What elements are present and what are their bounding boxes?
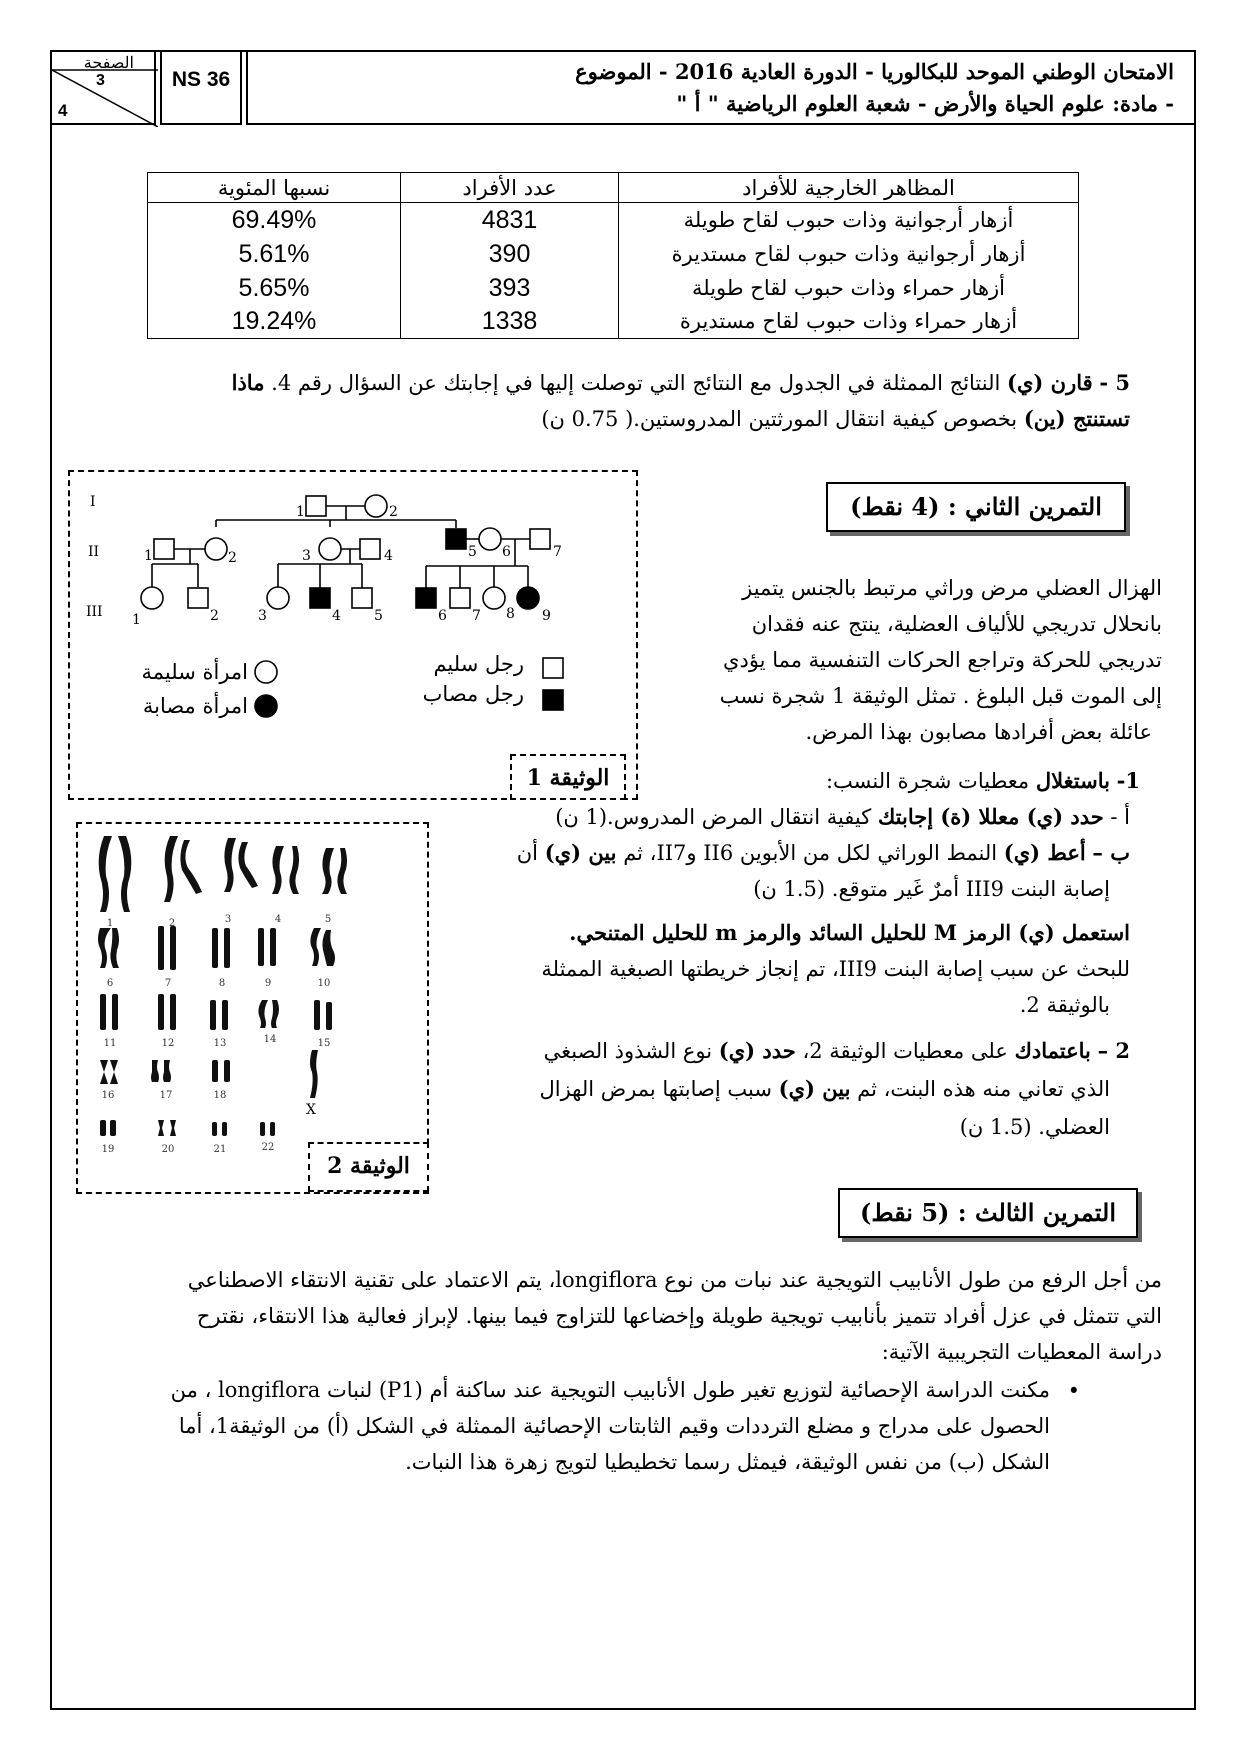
individual-number: 1 — [296, 504, 305, 520]
exercise-3-title: التمرين الثالث : (5 نقط) — [838, 1188, 1138, 1238]
chromosome-number: 22 — [261, 1142, 275, 1153]
chromosome — [271, 1000, 279, 1028]
q2-verb: باعتمادك — [1014, 1038, 1091, 1063]
chromosome — [260, 1122, 265, 1136]
q5-text2: بخصوص كيفية انتقال المورثتين المدروستين.( 0.75 ن) — [541, 407, 1018, 431]
qa-prefix: أ - — [1110, 805, 1130, 829]
intro-line: إلى الموت قبل البلوغ . تمثل الوثيقة 1 شجرة نسب — [719, 684, 1162, 708]
chromosome — [212, 1122, 217, 1136]
allele-notation: استعمل (ي) الرمز M للحليل السائد والرمز m للحليل المتنحي. — [569, 920, 1130, 945]
chromosome-number: 20 — [161, 1144, 175, 1155]
individual-number: 6 — [438, 608, 447, 624]
individual-III4 — [310, 588, 330, 608]
question-1 — [660, 764, 1140, 798]
qa-verb: حدد (ي) معللا (ة) إجابتك — [877, 804, 1104, 829]
exercise-2-intro — [660, 570, 1162, 750]
individual-number: 7 — [472, 608, 481, 624]
individual-number: 1 — [144, 548, 153, 564]
chromosome-number: 14 — [263, 1034, 277, 1045]
percent-cell: 5.65% — [148, 271, 401, 305]
phenotype-cell: أزهار حمراء وذات حبوب لقاح مستديرة — [619, 305, 1079, 339]
chromosome — [163, 1060, 171, 1082]
phenotype-cell: أزهار أرجوانية وذات حبوب لقاح طويلة — [619, 203, 1079, 237]
table-header: نسبها المئوية — [148, 173, 401, 203]
individual-number: 1 — [132, 612, 141, 628]
chromosome — [322, 848, 334, 894]
q5-verb2: ماذا — [231, 370, 265, 395]
question-2-line2 — [440, 1072, 1110, 1106]
intro-line: عائلة بعض أفرادها مصابون بهذا المرض. — [805, 720, 1152, 744]
individual-II6 — [479, 528, 501, 550]
individual-number: 2 — [210, 608, 219, 624]
chromosome — [100, 1060, 108, 1084]
q5-text: النتائج الممثلة في الجدول مع النتائج التي توصلت إليها في إجابتك عن السؤال رقم 4. — [271, 371, 1001, 395]
page-number-box — [50, 50, 156, 125]
chromosome — [272, 846, 284, 894]
percent-cell: 19.24% — [148, 305, 401, 339]
chromosome-number: 7 — [164, 978, 172, 989]
chromosome — [224, 838, 236, 892]
page-number: 3 — [96, 72, 105, 89]
exercise-3-line: من أجل الرفع من طول الأنابيب التويجية عند نبات من نوع longiflora، يتم الاعتماد على تقنية الانتقاء الاصطناعي — [187, 1268, 1162, 1292]
chromosome — [118, 836, 131, 912]
individual-I2 — [365, 495, 387, 517]
individual-III6 — [416, 588, 436, 608]
chromosome — [326, 1002, 332, 1030]
individual-number: 3 — [258, 608, 267, 624]
legend-affected-woman: امرأة مصابة — [142, 694, 248, 718]
intro-line: الهزال العضلي مرض وراثي مرتبط بالجنس يتميز — [742, 576, 1162, 600]
chromosome — [314, 1000, 320, 1030]
chromosome — [222, 1000, 228, 1030]
chromosome-number: 12 — [161, 1038, 175, 1049]
chromosome — [151, 1060, 159, 1082]
q1-number: 1- — [1116, 768, 1140, 793]
chromosome — [112, 994, 118, 1030]
q1-text: معطيات شجرة النسب: — [825, 769, 1030, 793]
legend-affected-man-symbol — [543, 690, 563, 710]
document-2-karyotype — [76, 822, 429, 1194]
individual-II2 — [205, 538, 227, 560]
individual-III7 — [450, 588, 470, 608]
q2-verb2: حدد (ي) — [718, 1038, 796, 1063]
sex-chromosome-label: X — [306, 1102, 316, 1118]
chromosome — [270, 1122, 275, 1136]
individual-number: 5 — [468, 544, 477, 560]
chromosome-number: 13 — [213, 1038, 227, 1049]
pedigree-chart — [70, 472, 636, 798]
exam-title — [246, 50, 1196, 125]
exam-code: NS 36 — [160, 50, 242, 125]
legend-healthy-woman: امرأة سليمة — [141, 660, 248, 684]
q5-verb: قارن (ي) — [1007, 370, 1093, 395]
table-header: المظاهر الخارجية للأفراد — [619, 173, 1079, 203]
search-line1: للبحث عن سبب إصابة البنت III9، تم إنجاز خريطتها الصبغية الممثلة — [541, 957, 1130, 981]
chromosome — [212, 928, 218, 968]
generation-label: III — [86, 604, 103, 620]
q2-verb3: بين (ي) — [778, 1076, 851, 1101]
qb-prefix: ب – — [1092, 840, 1130, 865]
individual-II3 — [319, 538, 341, 560]
question-5-line2 — [150, 402, 1130, 436]
qb-text1: النمط الوراثي لكل من الأبوين II6 وII7، ثم — [623, 841, 998, 865]
chromosome — [212, 1060, 218, 1082]
individual-II5 — [446, 529, 466, 549]
question-2 — [440, 1034, 1130, 1068]
chromosome-number: 9 — [264, 978, 272, 989]
chromosome — [170, 1120, 176, 1136]
q2-text1: على معطيات الوثيقة 2، — [802, 1039, 1008, 1063]
individual-number: 2 — [228, 550, 237, 566]
percent-cell: 5.61% — [148, 237, 401, 271]
chromosome-number: 5 — [324, 914, 332, 925]
individual-III9 — [517, 587, 539, 609]
qb-verb2: بين (ي) — [544, 840, 617, 865]
exercise-3-line: دراسة المعطيات التجريبية الآتية: — [881, 1340, 1162, 1364]
page-label: الصفحة — [83, 55, 134, 72]
legend-healthy-man: رجل سليم — [433, 652, 524, 676]
individual-number: 4 — [332, 608, 341, 624]
q5-number: 5 - — [1099, 370, 1130, 395]
chromosome-number: 18 — [213, 1090, 227, 1101]
generation-label: I — [90, 494, 96, 510]
chromosome — [322, 930, 335, 966]
chromosome — [337, 848, 347, 894]
bullet-line: مكنت الدراسة الإحصائية لتوزيع تغير طول الأنابيب التويجية عند ساكنة أم (P1) لنبات longiflora ، من — [170, 1378, 1050, 1402]
percent-cell: 69.49% — [148, 203, 401, 237]
question-5-line1 — [150, 366, 1130, 400]
table-header-row — [148, 173, 1079, 203]
phenotype-cell: أزهار أرجوانية وذات حبوب لقاح مستديرة — [619, 237, 1079, 271]
q1-verb: باستغلال — [1035, 768, 1110, 793]
generation-label: II — [88, 544, 100, 560]
bullet-icon: • — [1067, 1379, 1080, 1403]
table-row — [148, 237, 1079, 271]
table-row — [148, 203, 1079, 237]
chromosome — [310, 928, 321, 966]
question-2-line3: العضلي. (1.5 ن) — [959, 1115, 1110, 1139]
chromosome — [100, 994, 106, 1030]
exam-title-line2: - مادة: علوم الحياة والأرض - شعبة العلوم الرياضية " أ " — [676, 91, 1174, 116]
chromosome — [210, 1000, 216, 1030]
karyotype-chart — [78, 824, 427, 1192]
chromosome-number: 8 — [218, 978, 226, 989]
chromosome — [170, 994, 176, 1030]
chromosome — [110, 1060, 118, 1084]
chromosome — [158, 1120, 164, 1136]
exam-title-line1: الامتحان الوطني الموحد للبكالوريا - الدورة العادية 2016 - الموضوع — [575, 59, 1174, 84]
individual-number: 5 — [374, 608, 383, 624]
page-total: 4 — [58, 101, 68, 120]
q5-verb3: تستنتج (ين) — [1023, 406, 1130, 431]
chromosome-number: 15 — [317, 1038, 331, 1049]
exercise-3-line: التي تتمثل في عزل أفراد تتميز بأنابيب تويجية طويلة وإخضاعها للتزاوج فيما بينها. لإبراز فعالية هذا الانتقاء، نقترح — [196, 1304, 1162, 1328]
question-1a — [470, 800, 1130, 834]
legend-healthy-woman-symbol — [255, 661, 277, 683]
chromosome — [258, 928, 264, 966]
chromosome-number: 1 — [106, 918, 114, 929]
exercise-3-bullet-text — [80, 1372, 1050, 1480]
chromosome-number: 3 — [224, 914, 232, 925]
chromosome — [258, 1000, 268, 1028]
count-cell: 393 — [401, 271, 619, 305]
chromosome — [180, 840, 202, 894]
phenotype-cell: أزهار حمراء وذات حبوب لقاح طويلة — [619, 271, 1079, 305]
individual-II1 — [154, 539, 174, 559]
chromosome-number: 2 — [168, 918, 176, 929]
individual-number: 8 — [506, 606, 515, 622]
table-row — [148, 271, 1079, 305]
table-row — [148, 305, 1079, 339]
exercise-2-title: التمرين الثاني : (4 نقط) — [826, 482, 1126, 532]
individual-III1 — [141, 587, 163, 609]
individual-III3 — [267, 587, 289, 609]
question-1b-line2: إصابة البنت III9 أمرٌ غَير متوقع. (1.5 ن) — [753, 877, 1110, 901]
chromosome — [270, 928, 276, 966]
qb-text2: أن — [516, 841, 539, 865]
bullet-line: الشكل (ب) من نفس الوثيقة، فيمثل رسما تخطيطيا لتويج زهرة هذا النبات. — [405, 1450, 1050, 1474]
legend-healthy-man-symbol — [543, 658, 563, 678]
chromosome-x — [310, 1050, 318, 1098]
q2-line2a: الذي تعاني منه هذه البنت، ثم — [857, 1077, 1110, 1101]
individual-II7 — [530, 529, 550, 549]
chromosome-number: 4 — [274, 914, 282, 925]
chromosome-number: 17 — [159, 1090, 173, 1101]
chromosome — [110, 1120, 116, 1136]
bullet-line: الحصول على مدراج و مضلع الترددات وقيم الثابتات الإحصائية الممثلة في الشكل (أ) من الوثيقة1، أما — [178, 1414, 1050, 1438]
count-cell: 4831 — [401, 203, 619, 237]
qb-verb: أعط (ي) — [1003, 840, 1086, 865]
chromosome-number: 11 — [103, 1038, 117, 1049]
intro-line: بانحلال تدريجي للألياف العضلية، ينتج عنه فقدان — [751, 612, 1162, 636]
individual-number: 2 — [389, 504, 398, 520]
chromosome — [222, 1122, 227, 1136]
search-line2: بالوثيقة 2. — [1019, 993, 1110, 1017]
chromosome — [158, 926, 164, 970]
q2-number: 2 – — [1097, 1038, 1130, 1063]
individual-number: 9 — [542, 608, 551, 624]
chromosome — [289, 846, 299, 894]
chromosome — [224, 928, 230, 968]
intro-line: تدريجي للحركة وتراجع الحركات التنفسية مما يؤدي — [723, 648, 1162, 672]
individual-number: 4 — [384, 548, 393, 564]
table-header: عدد الأفراد — [401, 173, 619, 203]
q2-text2: نوع الشذوذ الصبغي — [543, 1039, 713, 1063]
chromosome — [98, 928, 111, 968]
chromosome-number: 10 — [317, 978, 331, 989]
individual-III2 — [188, 588, 208, 608]
document-1-label: الوثيقة 1 — [510, 754, 626, 800]
individual-number: 7 — [553, 544, 562, 560]
individual-II4 — [360, 539, 380, 559]
chromosome-number: 19 — [101, 1144, 115, 1155]
chromosome — [238, 842, 258, 888]
chromosome — [110, 928, 119, 968]
count-cell: 390 — [401, 237, 619, 271]
chromosome — [99, 836, 112, 912]
chromosome — [224, 1060, 230, 1082]
legend-affected-woman-symbol — [255, 695, 277, 717]
chromosome-number: 21 — [213, 1144, 227, 1155]
individual-number: 6 — [502, 544, 511, 560]
exercise-3-intro — [80, 1262, 1162, 1370]
document-2-label: الوثيقة 2 — [308, 1142, 429, 1192]
individual-number: 3 — [302, 548, 311, 564]
chromosome-number: 6 — [106, 978, 114, 989]
chromosome — [170, 926, 176, 970]
chromosome — [100, 1120, 106, 1136]
q2-line2b: سبب إصابتها بمرض الهزال — [539, 1077, 772, 1101]
chromosome-number: 16 — [101, 1090, 115, 1101]
count-cell: 1338 — [401, 305, 619, 339]
chromosome — [164, 836, 178, 902]
qa-text: كيفية انتقال المرض المدروس.(1 ن) — [555, 805, 872, 829]
individual-I1 — [306, 496, 326, 516]
chromosome — [158, 994, 164, 1030]
question-1b — [440, 836, 1130, 870]
legend-affected-man: رجل مصاب — [422, 682, 524, 706]
document-1-pedigree — [68, 470, 638, 800]
phenotype-table — [147, 172, 1079, 339]
individual-III8 — [483, 587, 505, 609]
individual-III5 — [352, 588, 372, 608]
